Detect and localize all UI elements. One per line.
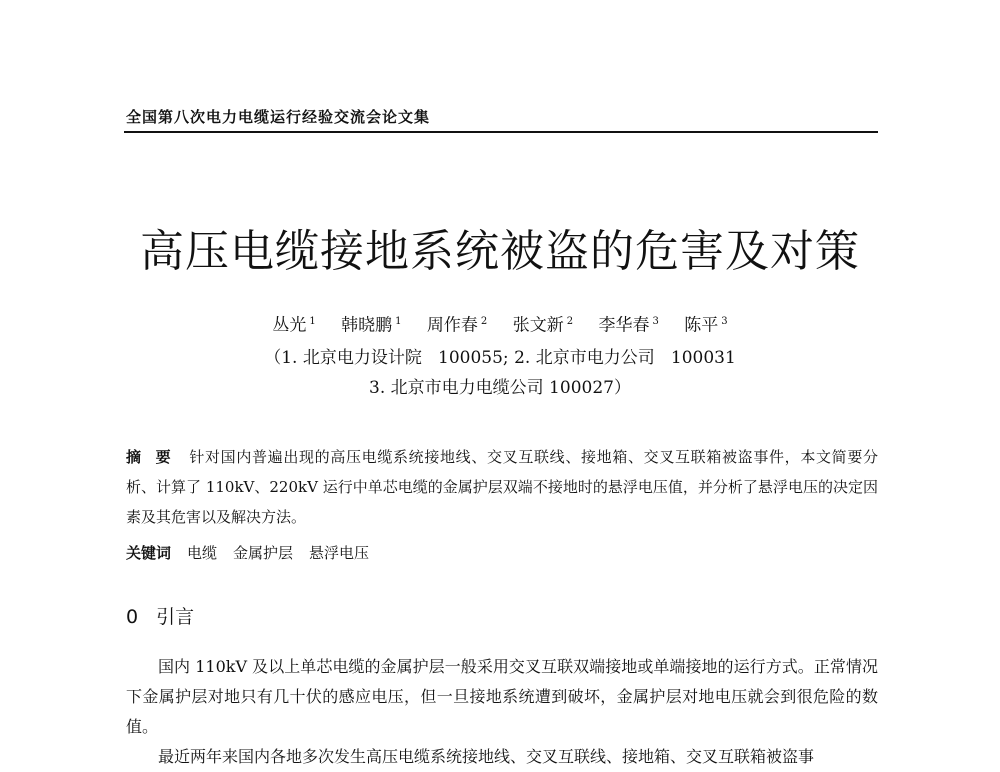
keywords (126, 538, 878, 568)
author-name: 丛光 (272, 315, 307, 336)
section-title: 引言 (156, 606, 195, 628)
author (513, 310, 573, 338)
abstract-label: 摘要 (126, 448, 186, 466)
author-name: 陈平 (684, 315, 719, 336)
author-affiliation-mark: 1 (309, 316, 316, 327)
affiliation-line-1 (0, 346, 1000, 370)
author-affiliation-mark: 1 (395, 316, 402, 327)
keywords-label: 关键词 (126, 544, 172, 562)
author (598, 310, 658, 338)
affiliation-text: 3. 北京市电力电缆公司 100027） (369, 378, 631, 398)
abstract-text: 针对国内普遍出现的高压电缆系统接地线、交叉互联线、接地箱、交叉互联箱被盗事件，本文简要分析、计算了 110kV、220kV 运行中单芯电缆的金属护层双端不接地时的悬浮电压值，并分析了悬浮电压的决定因素及其危害以及解决方法。 (126, 448, 878, 526)
author-name: 韩晓鹏 (341, 315, 393, 336)
body-paragraph: 国内 110kV 及以上单芯电缆的金属护层一般采用交叉互联双端接地或单端接地的运行方式。正常情况下金属护层对地只有几十伏的感应电压，但一旦接地系统遭到破坏，金属护层对地电压就会到很危险的数值。 (126, 657, 878, 736)
author-affiliation-mark: 3 (721, 316, 728, 327)
author-affiliation-mark: 2 (566, 316, 574, 327)
abstract (126, 442, 878, 532)
affiliation-text: （1. 北京电力设计院 100055; 2. 北京市电力公司 100031 (264, 348, 736, 368)
running-head: 全国第八次电力电缆运行经验交流会论文集 (126, 108, 431, 126)
author-affiliation-mark: 3 (652, 316, 659, 327)
author-affiliation-mark: 2 (480, 316, 488, 327)
author-name: 李华春 (598, 315, 650, 336)
author (427, 310, 487, 338)
section-heading (126, 602, 194, 632)
author (684, 310, 727, 338)
keyword: 金属护层 (233, 544, 294, 562)
author (272, 310, 315, 338)
keyword: 悬浮电压 (309, 544, 370, 562)
author (341, 310, 401, 338)
author-list (0, 310, 1000, 338)
author-name: 周作春 (426, 315, 478, 336)
header-rule (124, 131, 878, 133)
author-name: 张文新 (512, 315, 564, 336)
affiliation-line-2 (0, 376, 1000, 400)
section-number: 0 (126, 606, 139, 628)
keyword: 电缆 (187, 544, 218, 562)
paper-title: 高压电缆接地系统被盗的危害及对策 (140, 226, 860, 277)
body-paragraph: 最近两年来国内各地多次发生高压电缆系统接地线、交叉互联线、接地箱、交叉互联箱被盗事 (158, 747, 815, 766)
